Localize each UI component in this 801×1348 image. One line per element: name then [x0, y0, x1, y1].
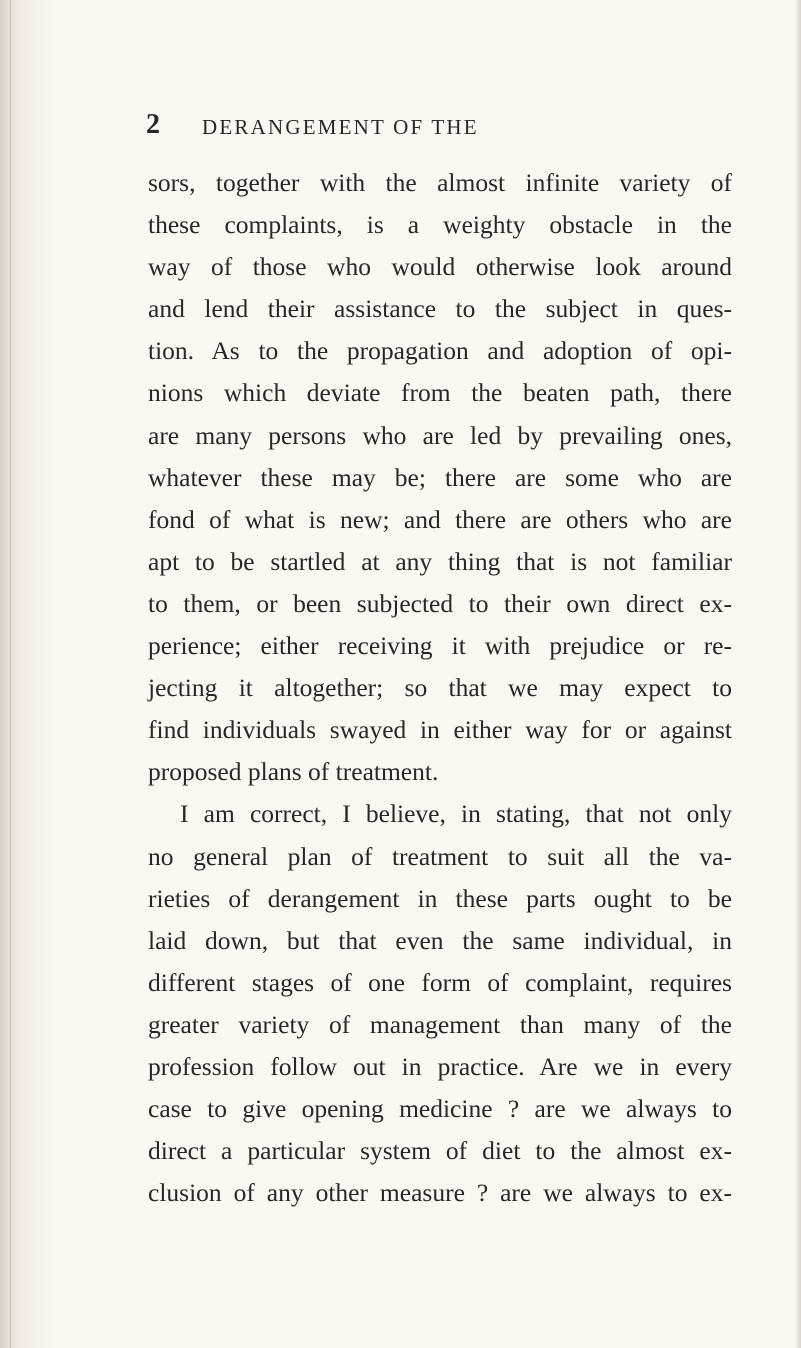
- text-line: tion. As to the propagation and adoption of opi-: [148, 336, 732, 366]
- text-line: to them, or been subjected to their own direct ex-: [148, 588, 732, 618]
- text-line: sors, together with the almost infinite variety of: [148, 168, 732, 197]
- text-line: greater variety of management than many of the: [148, 1009, 732, 1039]
- text-line: different stages of one form of complaint, requires: [148, 967, 732, 997]
- text-line: and lend their assistance to the subject in ques-: [148, 294, 732, 324]
- text-line: profession follow out in practice. Are we in every: [148, 1051, 732, 1081]
- text-line: way of those who would otherwise look around: [148, 252, 732, 282]
- text-line: no general plan of treatment to suit all the va-: [148, 841, 732, 871]
- text-line: clusion of any other measure ? are we always to ex-: [148, 1178, 732, 1208]
- text-line: jecting it altogether; so that we may expect to: [148, 673, 732, 703]
- running-head: DERANGEMENT OF THE: [202, 115, 479, 139]
- text-line: direct a particular system of diet to the almost ex-: [148, 1136, 732, 1166]
- text-line: nions which deviate from the beaten path, there: [148, 378, 732, 408]
- text-line: find individuals swayed in either way for or against: [148, 715, 732, 745]
- text-line: proposed plans of treatment.: [148, 757, 439, 787]
- text-line: whatever these may be; there are some who are: [148, 462, 732, 492]
- binding-shadow: [0, 0, 60, 1348]
- text-line: I am correct, I believe, in stating, that not only: [180, 799, 732, 829]
- text-line: perience; either receiving it with prejudice or re-: [148, 631, 732, 661]
- page-header: [146, 110, 726, 140]
- text-line: rieties of derangement in these parts ought to be: [148, 883, 732, 913]
- text-line: fond of what is new; and there are others who are: [148, 504, 732, 534]
- binding-edge: [10, 0, 11, 1348]
- text-line: apt to be startled at any thing that is not familiar: [148, 546, 732, 576]
- text-line: laid down, but that even the same individual, in: [148, 925, 732, 955]
- body-text: [148, 162, 732, 1214]
- text-line: case to give opening medicine ? are we always to: [148, 1094, 732, 1124]
- text-line: these complaints, is a weighty obstacle in the: [148, 210, 732, 240]
- text-line: are many persons who are led by prevailing ones,: [148, 420, 732, 450]
- page-number: 2: [146, 109, 160, 140]
- page-edge-shadow: [795, 0, 801, 1348]
